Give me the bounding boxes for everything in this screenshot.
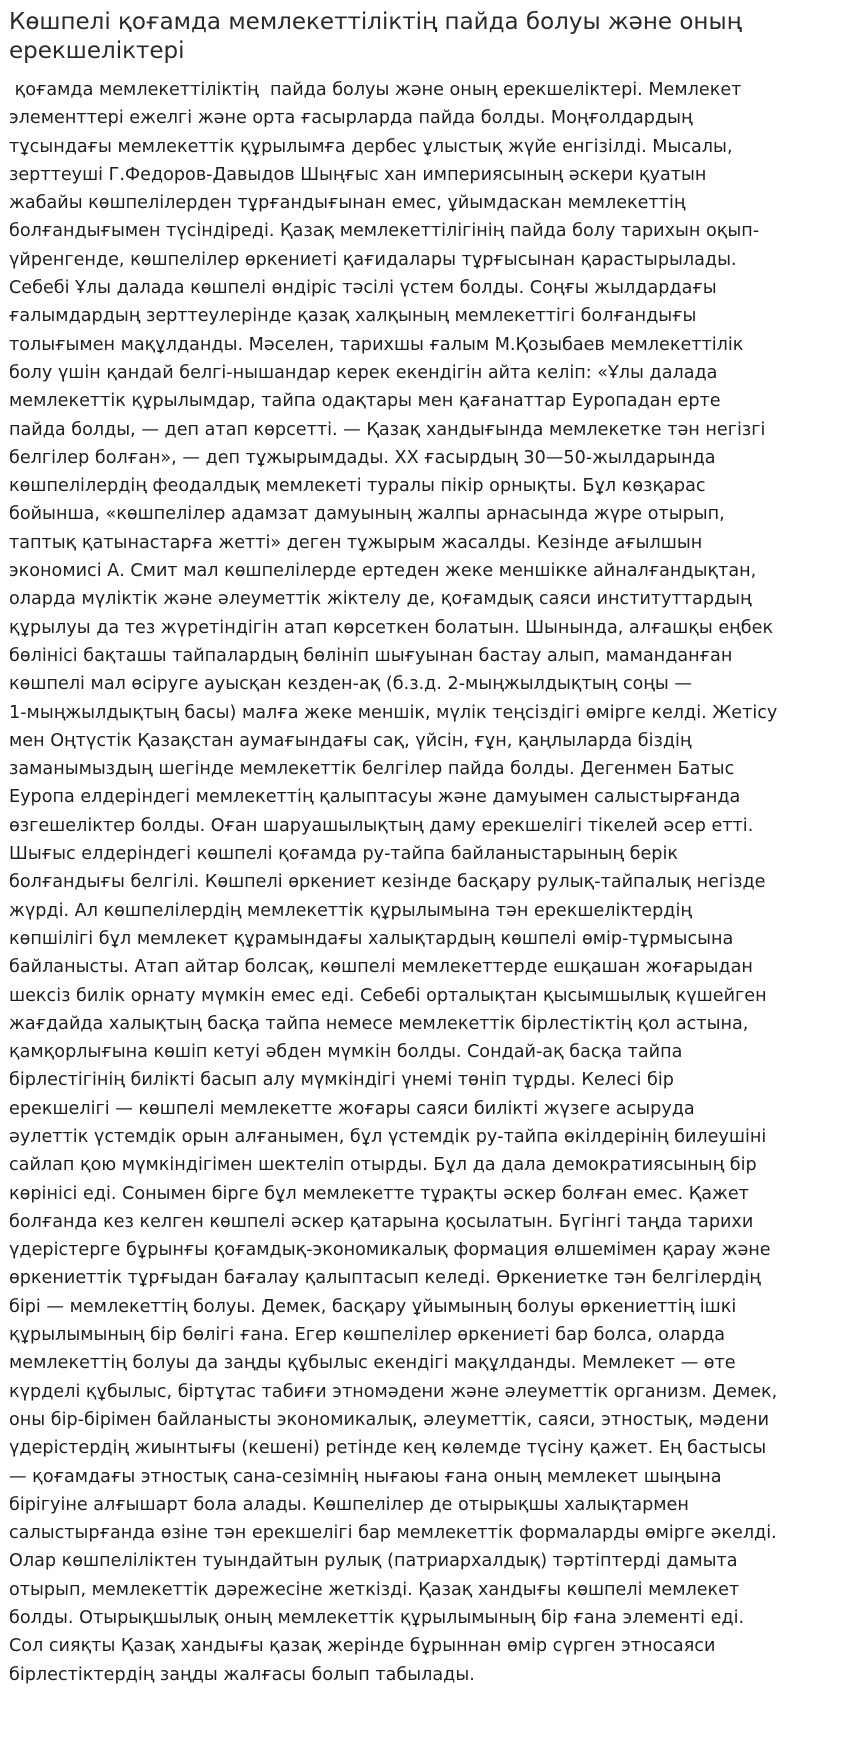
article-line: оны бір-бірімен байланысты экономикалық, әлеуметтік, саяси, этностық, мәдени (9, 1409, 770, 1430)
article-line: Себебі Ұлы далада көшпелі өндіріс тәсілі үстем болды. Соңғы жылдардағы (9, 278, 717, 299)
article-line: белгілер болған», — деп тұжырымдады. XX ғасырдың 30—50-жылдарында (9, 447, 716, 468)
article-line: үдерістерге бұрынғы қоғамдық-экономикалық формация өлшемімен қарау және (9, 1240, 771, 1261)
article-line: жүрді. Ал көшпелілердің мемлекеттік құрылымына тән ерекшеліктердің (9, 900, 692, 921)
article-line: отырып, мемлекеттік дәрежесіне жеткізді. Қазақ хандығы көшпелі мемлекет (9, 1579, 740, 1600)
article-line: қоғамда мемлекеттіліктің пайда болуы және оның ерекшеліктері. Мемлекет (9, 80, 742, 100)
article-line: әулеттік үстемдік орын алғанымен, бұл үстемдік ру-тайпа өкілдерінің билеушіні (9, 1126, 767, 1147)
article-line: 1-мыңжылдықтың басы) малға жеке меншік, мүлік теңсіздігі өмірге келді. Жетісу (9, 702, 778, 723)
article-line: бірлестіктердің заңды жалғасы болып табылады. (9, 1664, 475, 1685)
article-line: оларда мүліктік және әлеуметтік жіктелу де, қоғамдық саяси институттардың (9, 589, 752, 610)
article-line: бірі — мемлекеттің болуы. Демек, басқару ұйымының болуы өркениеттің ішкі (9, 1296, 737, 1317)
article-line: ерекшелігі — көшпелі мемлекетте жоғары саяси билікті жүзеге асыруда (9, 1098, 695, 1119)
article-line: жағдайда халықтың басқа тайпа немесе мемлекеттік бірлестіктің қол астына, (9, 1013, 749, 1034)
article-line: экономисі А. Смит мал көшпелілерде ертеден жеке меншікке айналғандықтан, (9, 561, 757, 582)
article-line: болу үшін қандай белгі-нышандар керек екендігін айта келіп: «Ұлы далада (9, 362, 718, 383)
article-line: үйренгенде, көшпелілер өркениеті қағидалары тұрғысынан қарастырылады. (9, 249, 737, 270)
article-line: Шығыс елдеріндегі көшпелі қоғамда ру-тайпа байланыстарының берік (9, 844, 678, 865)
article-line: байланысты. Атап айтар болсақ, көшпелі мемлекеттерде ешқашан жоғарыдан (9, 957, 753, 978)
article-line: үдерістердің жиынтығы (кешені) ретінде кең көлемде түсіну қажет. Ең бастысы (9, 1438, 767, 1459)
article-line: көпшілігі бұл мемлекет құрамындағы халықтардың көшпелі өмір-тұрмысына (9, 928, 734, 949)
article-line: құрылуы да тез жүретіндігін атап көрсеткен болатын. Шынында, алғашқы еңбек (9, 617, 774, 638)
article-line: болғанда кез келген көшпелі әскер қатарына қосылатын. Бүгінгі таңда тарихи (9, 1211, 754, 1232)
article-body (9, 76, 839, 1689)
article-line: зерттеуші Г.Федоров-Давыдов Шыңғыс хан империясының әскери қуатын (9, 164, 707, 185)
article-line: мемлекеттік құрылымдар, тайпа одақтары мен қағанаттар Еуропадан ерте (9, 391, 721, 412)
article-line: ғалымдардың зерттеулерінде қазақ халқының мемлекеттігі болғандығы (9, 306, 697, 327)
article (9, 8, 839, 1689)
article-line: көрінісі еді. Сонымен бірге бұл мемлекетте тұрақты әскер болған емес. Қажет (9, 1183, 749, 1204)
article-line: көшпелілердің феодалдық мемлекеті туралы пікір орнықты. Бұл көзқарас (9, 476, 706, 497)
article-line: мен Оңтүстік Қазақстан аумағындағы сақ, үйсін, ғұн, қаңлыларда біздің (9, 730, 692, 751)
article-line: болғандығы белгілі. Көшпелі өркениет кезінде басқару рулық-тайпалық негізде (9, 872, 766, 893)
article-line: Еуропа елдеріндегі мемлекеттің қалыптасуы және дамуымен салыстырғанда (9, 787, 741, 808)
article-line: бойынша, «көшпелілер адамзат дамуының жалпы арнасында жүре отырып, (9, 504, 725, 525)
article-line: болғандығымен түсіндіреді. Қазақ мемлекеттілігінің пайда болу тарихын оқып- (9, 221, 760, 242)
article-line: тұсындағы мемлекеттік құрылымға дербес ұлыстық жүйе енгізілді. Мысалы, (9, 136, 733, 157)
article-line: бірлестігінің билікті басып алу мүмкіндігі үнемі төніп тұрды. Келесі бір (9, 1070, 674, 1091)
article-line: мемлекеттің болуы да заңды құбылыс екендігі мақұлданды. Мемлекет — өте (9, 1353, 736, 1374)
article-title: Көшпелі қоғамда мемлекеттіліктің пайда болуы және оның ерекшеліктері (9, 9, 742, 64)
article-line: заманымыздың шегінде мемлекеттік белгілер пайда болды. Дегенмен Батыс (9, 759, 735, 780)
article-line: пайда болды, — деп атап көрсетті. — Қазақ хандығында мемлекетке тән негізгі (9, 419, 766, 440)
article-line: — қоғамдағы этностық сана-сезімнің нығаюы ғана оның мемлекет шыңына (9, 1466, 722, 1487)
article-line: көшпелі мал өсіруге ауысқан кезден-ақ (б.з.д. 2-мыңжылдықтың соңы — (9, 674, 693, 695)
article-line: сайлап қою мүмкіндігімен шектеліп отырды. Бұл да дала демократиясының бір (9, 1155, 757, 1176)
article-line: құрылымының бір бөлігі ғана. Егер көшпелілер өркениеті бар болса, оларда (9, 1325, 726, 1346)
article-line: Олар көшпеліліктен туындайтын рулық (патриархалдық) тәртіптерді дамыта (9, 1551, 738, 1572)
article-line: салыстырғанда өзіне тән ерекшелігі бар мемлекеттік формаларды өмірге әкелді. (9, 1523, 777, 1544)
article-line: бөлінісі бақташы тайпалардың бөлініп шығуынан бастау алып, маманданған (9, 645, 733, 666)
article-line: Сол сияқты Қазақ хандығы қазақ жерінде бұрыннан өмір сүрген этносаяси (9, 1636, 716, 1657)
article-line: күрделі құбылыс, біртұтас табиғи этномәдени және әлеуметтік организм. Демек, (9, 1381, 778, 1402)
article-line: шексіз билік орнату мүмкін емес еді. Себебі орталықтан қысымшылық күшейген (9, 985, 767, 1006)
article-line: өркениеттік тұрғыдан бағалау қалыптасып келеді. Өркениетке тән белгілердің (9, 1268, 761, 1289)
article-line: толығымен мақұлданды. Мәселен, тарихшы ғалым М.Қозыбаев мемлекеттілік (9, 334, 744, 355)
article-line: элементтері ежелгі және орта ғасырларда пайда болды. Моңғолдардың (9, 108, 693, 129)
article-line: бірігуіне алғышарт бола алады. Көшпелілер де отырықшы халықтармен (9, 1494, 689, 1515)
article-line: болды. Отырықшылық оның мемлекеттік құрылымының бір ғана элементі еді. (9, 1608, 745, 1629)
article-line: жабайы көшпелілерден тұрғандығынан емес, ұйымдаскан мемлекеттің (9, 193, 686, 214)
article-line: өзгешеліктер болды. Оған шаруашылықтың даму ерекшелігі тікелей әсер етті. (9, 815, 754, 836)
article-line: қамқорлығына көшіп кетуі әбден мүмкін болды. Сондай-ақ басқа тайпа (9, 1042, 683, 1063)
article-line: таптық қатынастарға жетті» деген тұжырым жасалды. Кезінде ағылшын (9, 532, 703, 553)
